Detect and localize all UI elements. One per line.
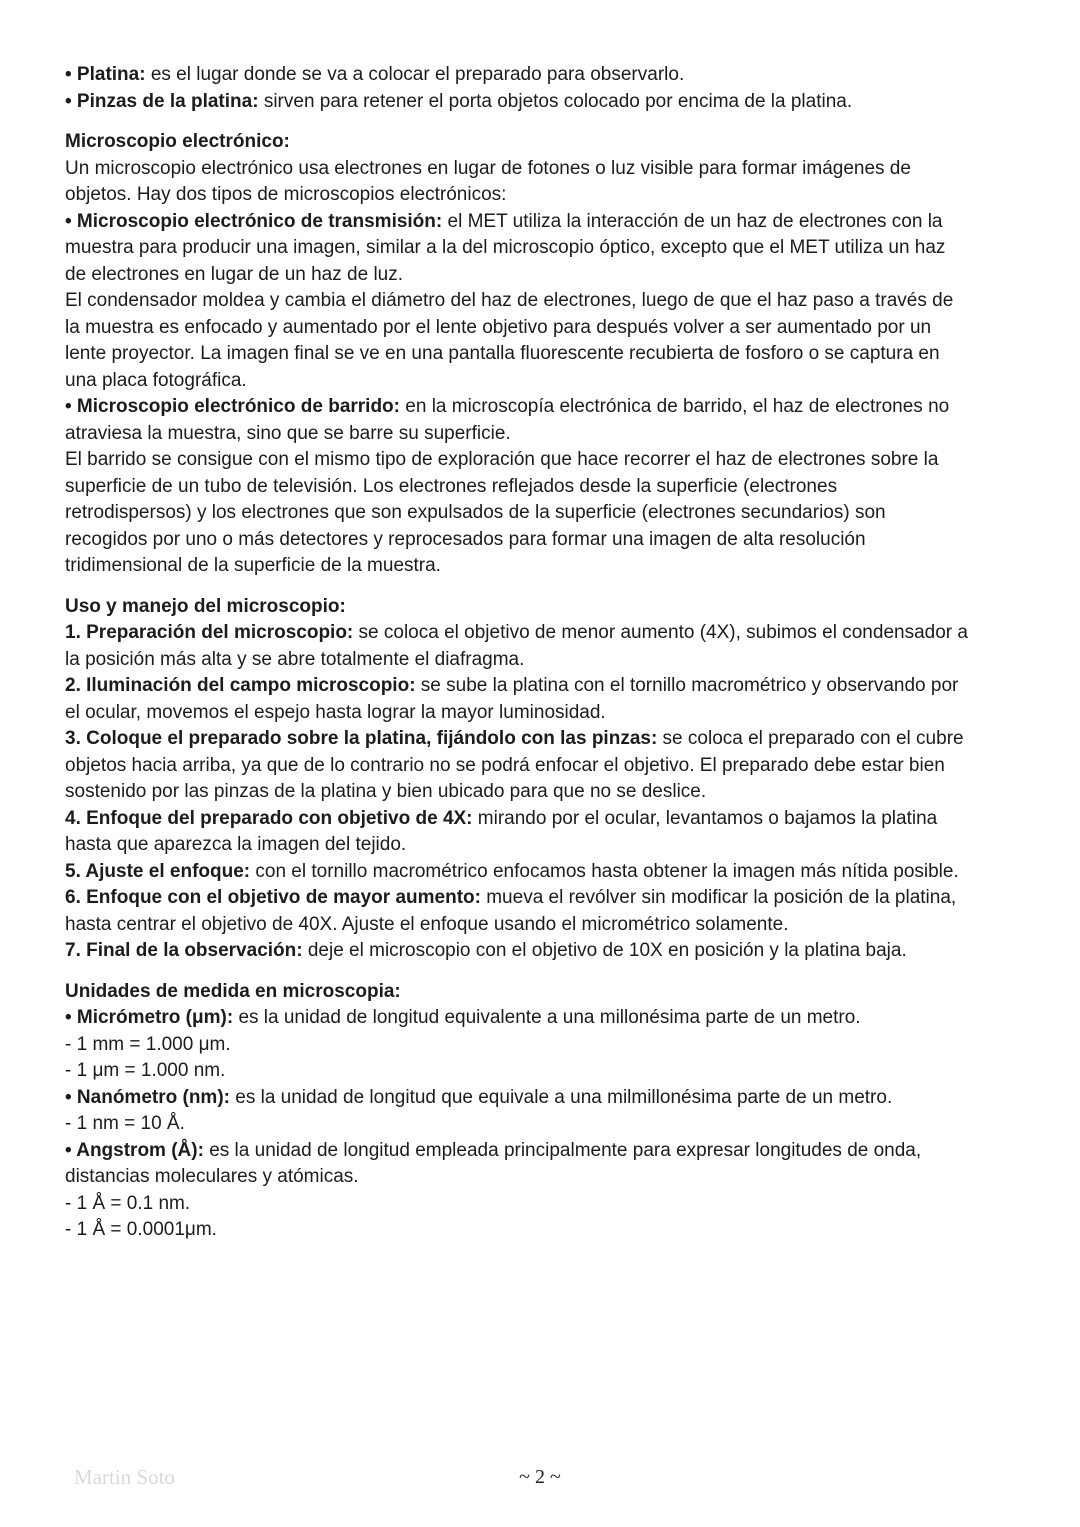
body-text: una placa fotográfica. (65, 369, 247, 391)
body-text: de electrones en lugar de un haz de luz. (65, 263, 404, 285)
body-text: mueva el revólver sin modificar la posición de la platina, (480, 887, 957, 908)
body-text: es el lugar donde se va a colocar el preparado para observarlo. (145, 64, 685, 85)
text-line (65, 474, 1040, 501)
body-text: objetos. Hay dos tipos de microscopios electrónicos: (65, 184, 507, 205)
body-text: - 1 Å = 0.1 nm. (65, 1192, 191, 1214)
body-text: el ocular, movemos el espejo hasta lograr la mayor luminosidad. (65, 701, 606, 723)
text-line (65, 859, 1040, 886)
body-text: se sube la platina con el tornillo macrométrico y observando por (415, 675, 959, 696)
bold-text: 5. Ajuste el enfoque: (65, 860, 251, 882)
text-line (65, 62, 1040, 89)
body-text: retrodispersos) y los electrones que son expulsados de la superficie (electrones secundarios) son (65, 502, 886, 523)
text-line (65, 182, 1040, 209)
body-text: muestra para producir una imagen, similar a la del microscopio óptico, excepto que el MET utiliza un haz (65, 237, 946, 258)
text-line (65, 368, 1040, 395)
text-line (65, 938, 1040, 965)
body-text: objetos hacia arriba, ya que de lo contrario no se podrá enfocar el objetivo. El preparado debe estar bien (65, 754, 945, 776)
text-line (65, 288, 1040, 315)
text-line (65, 726, 1040, 753)
text-line (65, 262, 1040, 289)
bold-text: • Micrómetro (μm): (65, 1007, 234, 1028)
bold-text: 6. Enfoque con el objetivo de mayor aumento: (65, 887, 481, 908)
body-text: El condensador moldea y cambia el diámetro del haz de electrones, luego de que el haz paso a través de (65, 290, 954, 311)
text-line (65, 753, 1040, 780)
text-line (65, 647, 1040, 674)
text-line (65, 500, 1040, 527)
body-text: sirven para retener el porta objetos colocado por encima de la platina. (258, 90, 853, 112)
text-line (65, 447, 1040, 474)
bold-text: 2. Iluminación del campo microscopio: (65, 675, 416, 696)
body-text: en la microscopía electrónica de barrido, el haz de electrones no (400, 396, 950, 417)
text-line (65, 1005, 1040, 1032)
body-text: tridimensional de la superficie de la muestra. (65, 555, 441, 576)
body-text: es la unidad de longitud equivalente a una millonésima parte de un metro. (233, 1007, 861, 1028)
text-line (65, 527, 1040, 554)
body-text: - 1 Å = 0.0001μm. (65, 1219, 217, 1240)
bold-text: • Angstrom (Å): (65, 1139, 204, 1161)
document-text (65, 62, 1040, 1244)
text-line (65, 1032, 1040, 1059)
body-text: se coloca el preparado con el cubre (657, 728, 964, 749)
text-line (65, 1217, 1040, 1244)
text-line (65, 315, 1040, 342)
body-text: - 1 μm = 1.000 nm. (65, 1060, 226, 1081)
text-line (65, 620, 1040, 647)
body-text: deje el microscopio con el objetivo de 10X en posición y la platina baja. (302, 940, 907, 961)
body-text: atraviesa la muestra, sino que se barre su superficie. (65, 422, 511, 444)
text-line (65, 553, 1040, 580)
text-line (65, 1191, 1040, 1218)
body-text: - 1 nm = 10 Å. (65, 1113, 185, 1134)
bold-text: • Microscopio electrónico de barrido: (65, 396, 400, 417)
body-text: lente proyector. La imagen final se ve en una pantalla fluorescente recubierta de fosforo o se captura en (65, 343, 940, 364)
text-line (65, 421, 1040, 448)
body-text: hasta que aparezca la imagen del tejido. (65, 834, 407, 855)
body-text: sostenido por las pinzas de la platina y bien ubicado para que no se deslice. (65, 781, 707, 802)
body-text: - 1 mm = 1.000 μm. (65, 1033, 231, 1055)
text-line (65, 779, 1040, 806)
body-text: mirando por el ocular, levantamos o bajamos la platina (472, 807, 938, 829)
bold-text: • Microscopio electrónico de transmisión: (65, 210, 443, 232)
section-heading (65, 129, 1040, 156)
body-text: hasta centrar el objetivo de 40X. Ajuste el enfoque usando el micrométrico solamente. (65, 913, 789, 935)
page-footer (0, 1463, 1080, 1491)
author-watermark: Martin Soto (74, 1465, 175, 1489)
bold-text: • Platina: (65, 64, 146, 85)
body-text: superficie de un tubo de televisión. Los electrones reflejados desde la superficie (electrones (65, 475, 838, 497)
text-line (65, 885, 1040, 912)
body-text: se coloca el objetivo de menor aumento (4X), subimos el condensador a (353, 622, 968, 643)
text-line (65, 1164, 1040, 1191)
text-line (65, 1111, 1040, 1138)
text-line (65, 832, 1040, 859)
body-text: es la unidad de longitud que equivale a una milmillonésima parte de un metro. (229, 1086, 893, 1108)
bold-text: 7. Final de la observación: (65, 940, 303, 961)
bold-text: Unidades de medida en microscopia: (65, 980, 401, 1002)
body-text: Un microscopio electrónico usa electrones en lugar de fotones o luz visible para formar imágenes de (65, 157, 911, 179)
text-line (65, 912, 1040, 939)
body-text: recogidos por uno o más detectores y reprocesados para formar una imagen de alta resolución (65, 528, 866, 550)
bold-text: • Pinzas de la platina: (65, 90, 259, 112)
body-text: es la unidad de longitud empleada principalmente para expresar longitudes de onda, (203, 1139, 922, 1161)
bold-text: 1. Preparación del microscopio: (65, 622, 354, 643)
text-line (65, 394, 1040, 421)
section-heading (65, 594, 1040, 621)
page-number: ~ 2 ~ (519, 1466, 561, 1488)
body-text: la muestra es enfocado y aumentado por el lente objetivo para después volver a ser aumentado por un (65, 316, 932, 338)
text-line (65, 1058, 1040, 1085)
text-line (65, 1138, 1040, 1165)
text-line (65, 1085, 1040, 1112)
text-line (65, 806, 1040, 833)
text-line (65, 156, 1040, 183)
text-line (65, 209, 1040, 236)
body-text: el MET utiliza la interacción de un haz de electrones con la (442, 210, 943, 232)
bold-text: 4. Enfoque del preparado con objetivo de 4X: (65, 807, 473, 829)
bold-text: 3. Coloque el preparado sobre la platina, fijándolo con las pinzas: (65, 728, 658, 749)
text-line (65, 700, 1040, 727)
body-text: El barrido se consigue con el mismo tipo de exploración que hace recorrer el haz de electrones sobre la (65, 449, 939, 470)
body-text: distancias moleculares y atómicas. (65, 1166, 359, 1187)
text-line (65, 89, 1040, 116)
bold-text: • Nanómetro (nm): (65, 1086, 230, 1108)
bold-text: Microscopio electrónico: (65, 131, 290, 152)
body-text: con el tornillo macrométrico enfocamos hasta obtener la imagen más nítida posible. (250, 860, 959, 882)
text-line (65, 673, 1040, 700)
section-heading (65, 979, 1040, 1006)
body-text: la posición más alta y se abre totalmente el diafragma. (65, 648, 525, 670)
text-line (65, 341, 1040, 368)
bold-text: Uso y manejo del microscopio: (65, 595, 346, 617)
text-line (65, 235, 1040, 262)
